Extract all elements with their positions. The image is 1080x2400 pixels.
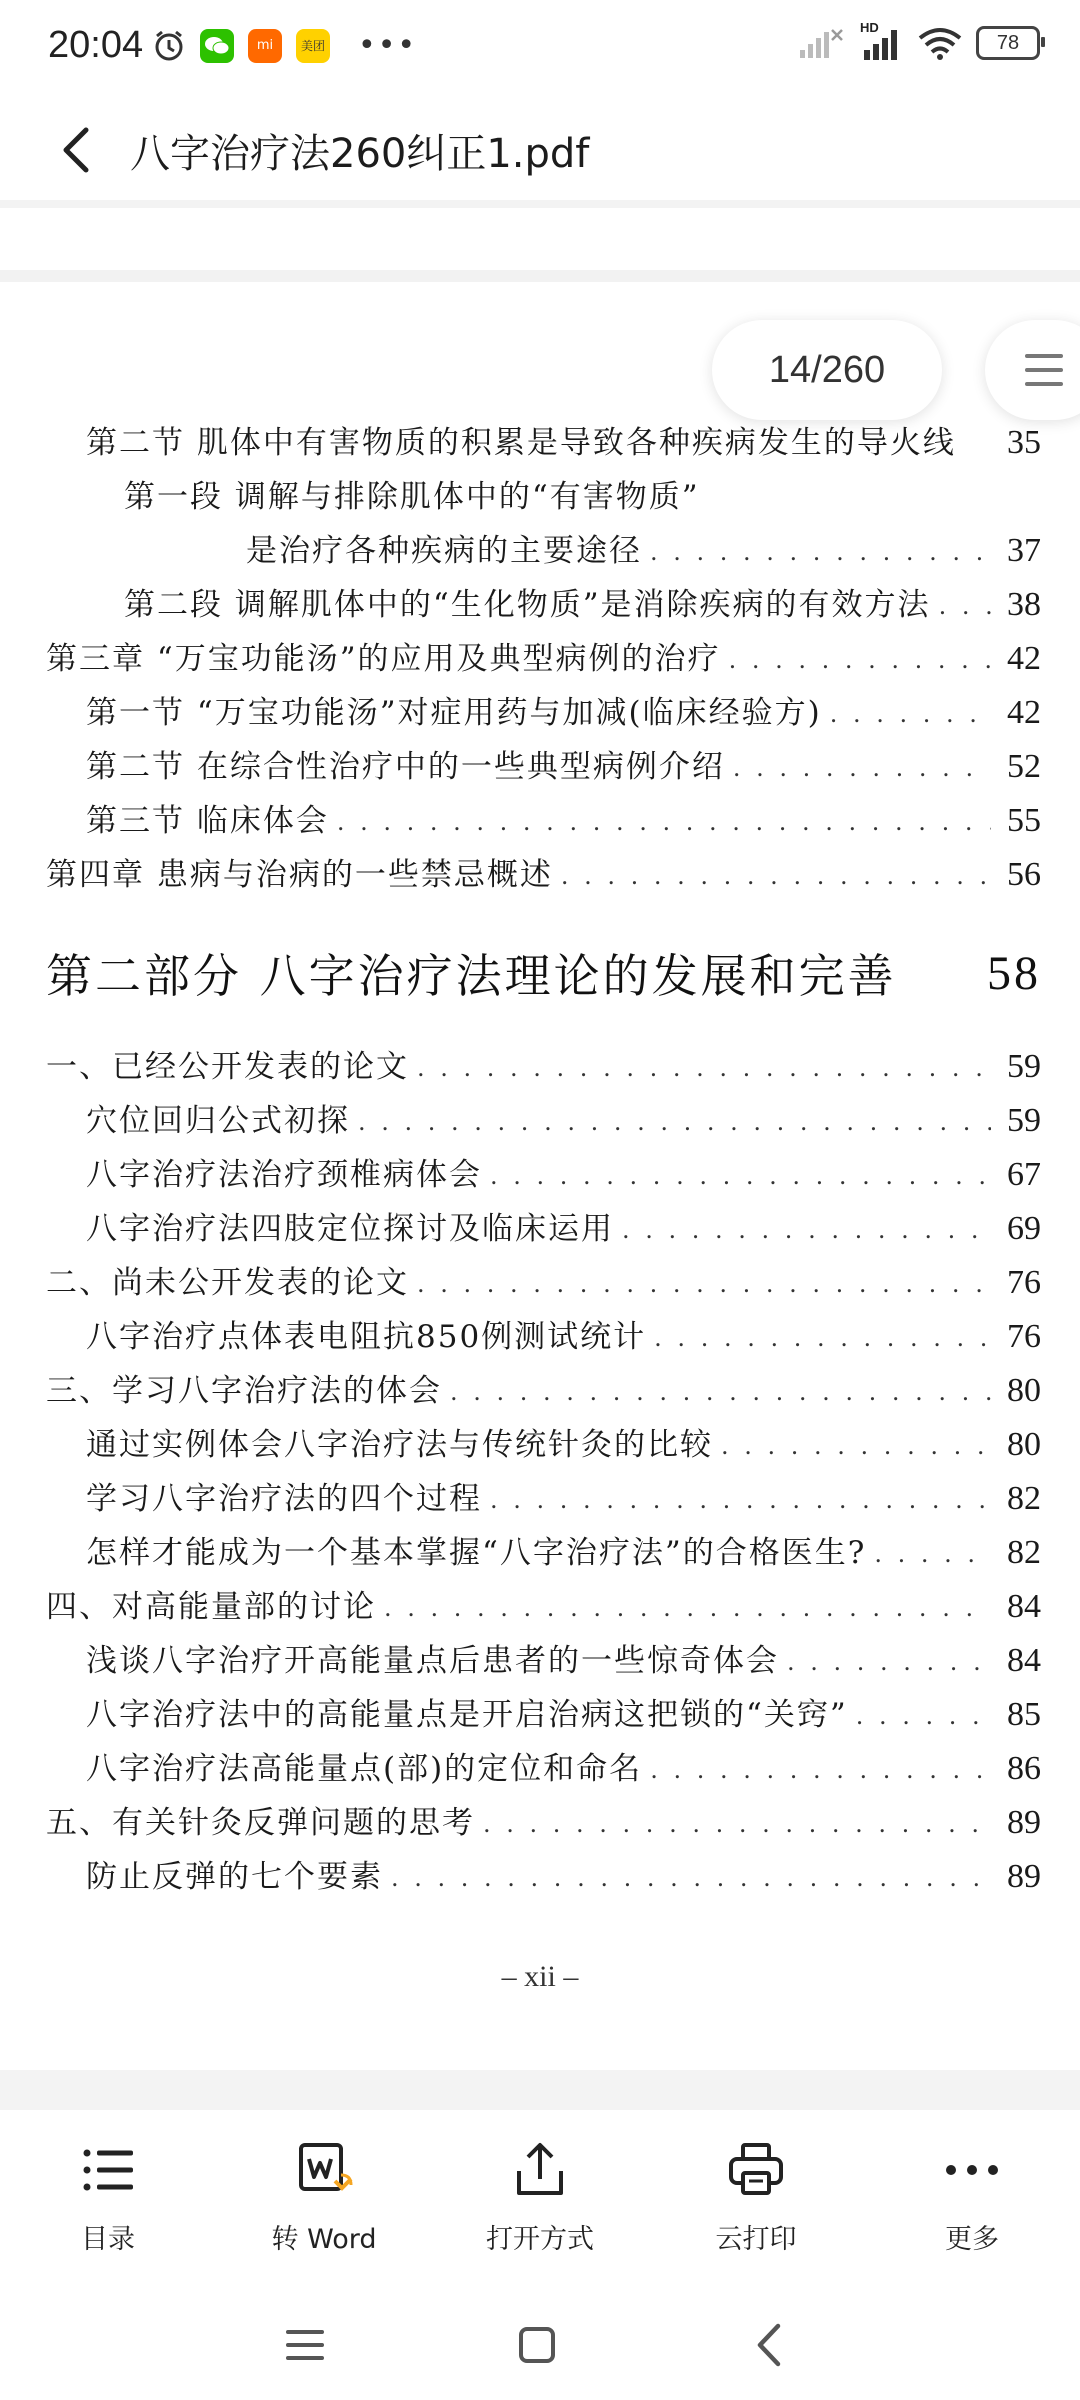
toc-row [86,1520,1041,1572]
toc-leader-dots [721,1432,991,1464]
wechat-icon [200,29,234,63]
toc-entry-page: 84 [1007,1642,1041,1679]
toc-entry-text: 第一段 调解与排除肌体中的“有害物质” [124,479,700,515]
toc-entry-text: 通过实例体会八字治疗法与传统针灸的比较 [86,1427,713,1463]
header-divider [0,200,1080,208]
toc-leader-dots [417,1270,991,1302]
toc-entry-page: 82 [1007,1480,1041,1517]
toc-entry-page: 84 [1007,1588,1041,1625]
toc-entry-text: 是治疗各种疾病的主要途径 [246,533,642,569]
toc-leader-dots [358,1108,991,1140]
home-icon[interactable] [502,2310,572,2380]
toc-entry-text: 穴位回归公式初探 [86,1103,350,1139]
toc-row [86,680,1041,732]
toc-leader-dots [733,754,991,786]
toc-entry-text: 五、有关针灸反弹问题的思考 [46,1805,475,1841]
toc-row [86,788,1041,840]
toc-leader-dots [417,1054,991,1086]
toc-entry-page: 37 [1007,532,1041,569]
toc-entry-text: 第二节 在综合性治疗中的一些典型病例介绍 [86,749,725,785]
toc-entry-page: 35 [1007,424,1041,461]
toc-entry-page: 56 [1007,856,1041,893]
toc-entry-text: 八字治疗法中的高能量点是开启治病这把锁的“关窍” [86,1697,848,1733]
convert-word-label: 转 Word [271,2224,377,2255]
page-number-footer: – xii – [501,1960,579,1993]
toc-leader-dots [391,1864,991,1896]
toc-leader-dots [856,1702,991,1734]
toc-row [86,1412,1041,1464]
more-button[interactable] [872,2115,1072,2285]
toc-row [46,1250,1041,1302]
toc-leader-dots [650,538,991,570]
toc-entry-page: 59 [1007,1048,1041,1085]
toc-entry-page: 76 [1007,1318,1041,1355]
toc-entry-page: 67 [1007,1156,1041,1193]
toc-entry-page: 86 [1007,1750,1041,1787]
toc-entry-page: 42 [1007,694,1041,731]
convert-word-button[interactable] [224,2115,424,2285]
convert-word-icon [289,2135,359,2205]
alarm-icon [152,29,186,63]
toc-row [86,1088,1041,1140]
toc-entry-text: 第二节 肌体中有害物质的积累是导致各种疾病发生的导火线 [86,425,956,461]
page-divider [0,270,1080,282]
toc-row [46,1358,1041,1410]
toc-leader-dots [939,592,991,624]
toc-entry-text: 三、学习八字治疗法的体会 [46,1373,442,1409]
toc-entry-text: 第二段 调解肌体中的“生化物质”是消除疾病的有效方法 [124,587,931,623]
toc-entry-page: 38 [1007,586,1041,623]
toc-row [46,1790,1041,1842]
bottom-toolbar [0,2115,1080,2285]
toc-leader-dots [650,1756,991,1788]
more-label: 更多 [945,2224,999,2255]
back-button[interactable] [50,120,110,180]
open-with-label: 打开方式 [486,2224,594,2255]
toc-entry-page: 85 [1007,1696,1041,1733]
toc-row [246,518,1041,570]
toc-leader-dots [787,1648,991,1680]
toc-row [86,1844,1041,1896]
notification-more-icon: ••• [358,28,418,63]
toc-leader-dots [483,1810,991,1842]
toc-leader-dots [561,862,991,894]
toc-leader-dots [874,1540,991,1572]
toc-row [46,1574,1041,1626]
toc-leader-dots [384,1594,991,1626]
toc-button[interactable] [8,2115,208,2285]
toc-leader-dots [450,1378,991,1410]
toc-button-label: 目录 [81,2224,135,2255]
toc-leader-dots [729,646,991,678]
toc-row [124,572,1041,624]
toc-entry-text: 怎样才能成为一个基本掌握“八字治疗法”的合格医生? [86,1535,867,1571]
mi-app-icon: mi [248,29,282,63]
toc-row [86,1682,1041,1734]
part-heading [46,940,1041,1006]
toc-row [86,1628,1041,1680]
open-with-button[interactable] [440,2115,640,2285]
toc-entry-page: 80 [1007,1426,1041,1463]
share-icon [505,2135,575,2205]
menu-lines-icon [1025,354,1063,396]
hd-label: HD [860,20,879,35]
status-time: 20:04 [48,24,144,66]
toc-leader-dots [490,1486,991,1518]
toc-entry-text: 第四章 患病与治病的一些禁忌概述 [46,857,553,893]
meituan-icon: 美团 [296,29,330,63]
printer-icon [721,2135,791,2205]
toc-entry-text: 一、已经公开发表的论文 [46,1049,409,1085]
toc-leader-dots [337,808,991,840]
toc-row [86,1304,1041,1356]
toc-row [86,1736,1041,1788]
more-icon [937,2135,1007,2205]
toc-entry-page: 42 [1007,640,1041,677]
hd-signal-icon [858,20,904,60]
toc-entry-text: 八字治疗法四肢定位探讨及临床运用 [86,1211,614,1247]
toc-leader-dots [490,1162,991,1194]
toc-entry-page: 89 [1007,1858,1041,1895]
status-app-icons [152,28,417,63]
toc-entry-text: 第三节 临床体会 [86,803,329,839]
toc-leader-dots [654,1324,991,1356]
toc-row [46,1034,1041,1086]
toc-entry-text: 第一节 “万宝功能汤”对症用药与加减(临床经验方) [86,695,822,731]
part-heading-page: 58 [987,946,1041,1000]
toc-entry-page: 69 [1007,1210,1041,1247]
back-arrow-icon [50,120,110,180]
toc-entry-page: 80 [1007,1372,1041,1409]
toc-row [46,626,1041,678]
toc-entry-text: 四、对高能量部的讨论 [46,1589,376,1625]
toc-leader-dots [622,1216,991,1248]
cloud-print-button[interactable] [656,2115,856,2285]
toc-entry-text: 八字治疗点体表电阻抗850例测试统计 [86,1319,647,1355]
toc-entry-text: 学习八字治疗法的四个过程 [86,1481,482,1517]
status-right-icons [800,20,1040,60]
toc-entry-text: 防止反弹的七个要素 [86,1859,383,1895]
toc-row [124,464,1041,516]
toc-entry-page: 82 [1007,1534,1041,1571]
toc-entry-text: 二、尚未公开发表的论文 [46,1265,409,1301]
battery-icon: 78 [976,26,1040,60]
app-header [0,100,1080,200]
document-title: 八字治疗法260纠正1.pdf [130,131,590,177]
toc-entry-text: 浅谈八字治疗开高能量点后患者的一些惊奇体会 [86,1643,779,1679]
toc-entry-page: 52 [1007,748,1041,785]
list-icon [73,2135,143,2205]
toc-entry-page: 89 [1007,1804,1041,1841]
toc-row [86,1196,1041,1248]
outline-toggle-button[interactable] [985,320,1080,420]
toc-entry-text: 第三章 “万宝功能汤”的应用及典型病例的治疗 [46,641,721,677]
toc-entry-page: 76 [1007,1264,1041,1301]
status-bar [0,0,1080,100]
toc-row [86,1466,1041,1518]
toc-row [86,1142,1041,1194]
part-heading-text: 第二部分 八字治疗法理论的发展和完善 [46,949,897,1003]
page-indicator[interactable]: 14/260 [712,320,942,420]
toc-entry-page: 55 [1007,802,1041,839]
toc-row [86,734,1041,786]
toc-entry-text: 八字治疗法高能量点(部)的定位和命名 [86,1751,643,1787]
wifi-icon [918,26,962,60]
toc-row [46,842,1041,894]
recent-apps-icon[interactable] [270,2310,340,2380]
toc-entry-text: 八字治疗法治疗颈椎病体会 [86,1157,482,1193]
back-nav-icon[interactable] [736,2310,806,2380]
toc-entry-page: 59 [1007,1102,1041,1139]
system-nav-bar [0,2290,1080,2400]
cloud-print-label: 云打印 [715,2224,797,2255]
toc-leader-dots [830,700,991,732]
page-divider [0,2070,1080,2110]
signal-x-icon [800,28,844,58]
